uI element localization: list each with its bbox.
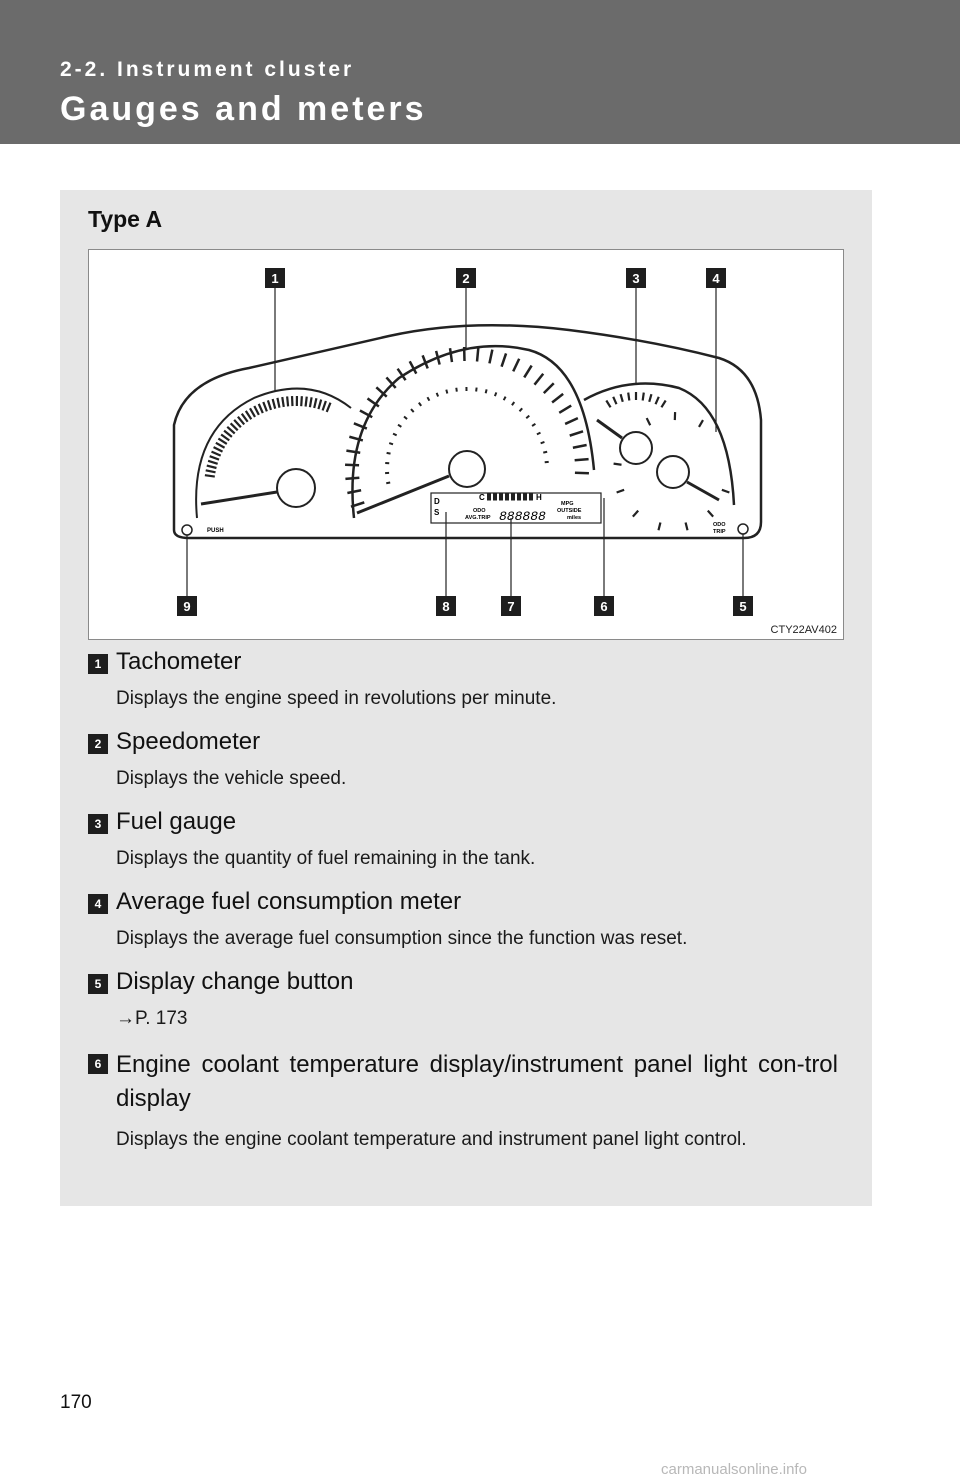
item-description: Displays the vehicle speed. [116,768,347,789]
callout-4-label: 4 [712,271,720,286]
item-number-badge: 1 [88,654,108,674]
lcd-mpg: MPG [561,501,574,507]
item-heading: Tachometer [116,648,242,675]
item-description: Displays the engine speed in revolutions per minute. [116,688,557,709]
item-heading: Speedometer [116,728,261,755]
display-change-button [738,524,748,534]
speedometer-hub [449,451,485,487]
push-label: PUSH [207,528,224,534]
callout-5-label: 5 [739,599,747,614]
item-number-badge: 5 [88,974,108,994]
instrument-cluster-figure [88,249,844,640]
cluster-illustration [89,250,845,641]
avg-fuel-hub [657,456,689,488]
lcd-digits: 888888 [499,509,546,524]
page-reference-link[interactable]: →P. 173 [116,1008,188,1029]
watermark: carmanualsonline.info [661,1461,807,1478]
callout-6-label: 6 [600,599,608,614]
tachometer-hub [277,469,315,507]
lcd-cold: C [479,493,485,502]
lcd-outside: OUTSIDE [557,508,582,514]
item-number-badge: 4 [88,894,108,914]
figure-code: CTY22AV402 [770,624,837,636]
lcd-avg-trip: AVG.TRIP [465,515,491,521]
item-description: Displays the engine coolant temperature and instrument panel light control. [116,1129,747,1150]
tachometer-push-knob [182,525,192,535]
callout-2-label: 2 [462,271,470,286]
odo-trip-label-top: ODO [713,522,726,528]
lcd-gear-top: D [434,497,440,506]
page-title: Gauges and meters [60,90,427,128]
lcd-odo: ODO [473,508,486,514]
fuel-gauge-hub [620,432,652,464]
page-number: 170 [60,1392,92,1413]
item-heading: Display change button [116,968,354,995]
item-description: Displays the quantity of fuel remaining in the tank. [116,848,536,869]
item-description: Displays the average fuel consumption since the function was reset. [116,928,688,949]
item-number-badge: 2 [88,734,108,754]
item-number-badge: 3 [88,814,108,834]
callout-7-label: 7 [507,599,515,614]
page-header [0,0,960,144]
item-heading: Average fuel consumption meter [116,888,462,915]
odo-trip-label-bottom: TRIP [713,529,726,535]
lcd-gear-bottom: S [434,508,440,517]
item-heading: Engine coolant temperature display/instrument panel light con-trol display [116,1051,838,1112]
callout-3-label: 3 [632,271,640,286]
item-heading: Fuel gauge [116,808,237,835]
type-label: Type A [88,206,163,232]
item-number-badge: 6 [88,1054,108,1074]
callout-1-label: 1 [271,271,279,286]
section-label: 2-2. Instrument cluster [60,58,355,81]
callout-9-label: 9 [183,599,191,614]
lcd-miles: miles [567,515,582,521]
callout-8-label: 8 [442,599,450,614]
lcd-hot: H [536,493,542,502]
